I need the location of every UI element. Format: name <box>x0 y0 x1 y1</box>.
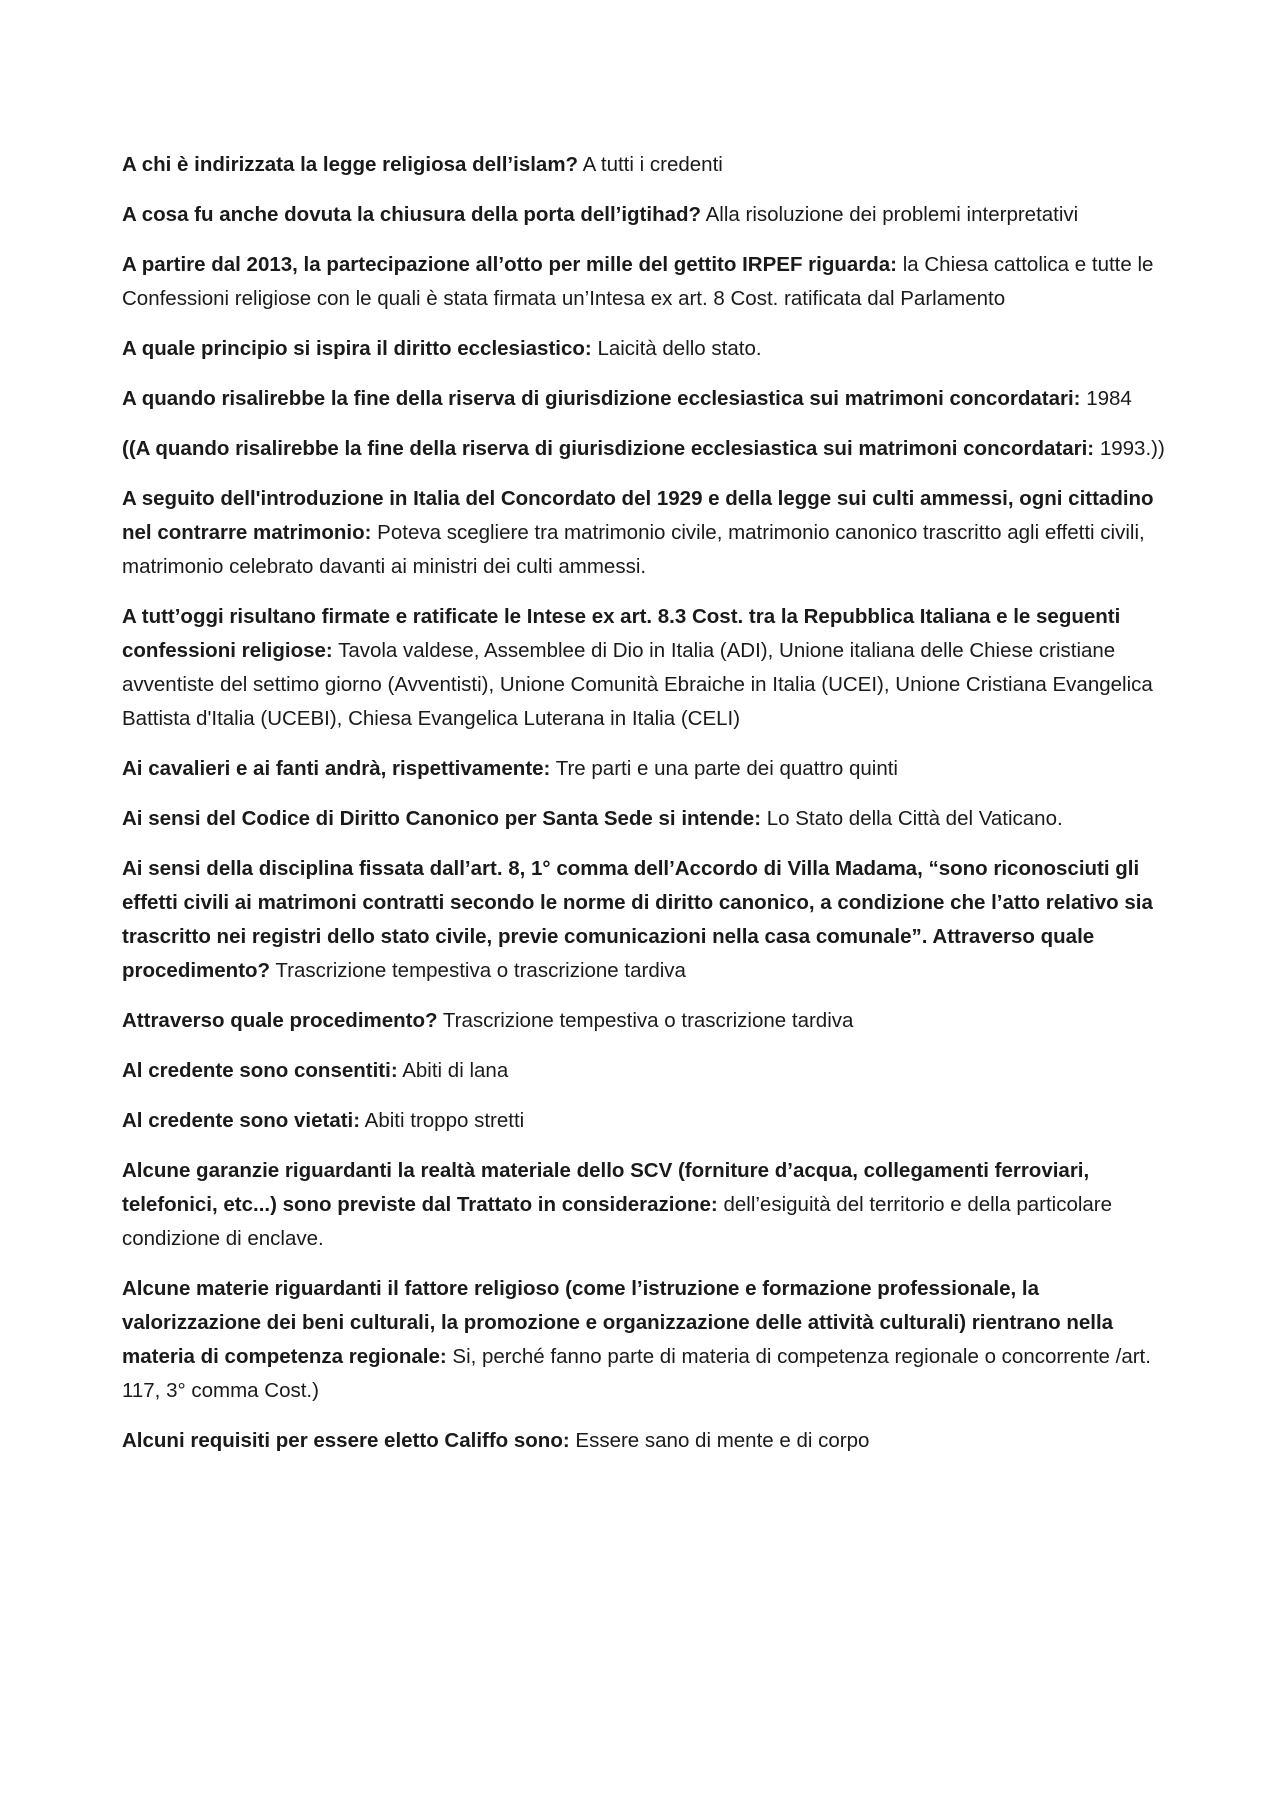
qa-entry-3 <box>122 248 1172 316</box>
answer: Abiti troppo stretti <box>364 1109 525 1132</box>
qa-entry-8 <box>122 600 1172 736</box>
question: A quando risalirebbe la fine della riserva di giurisdizione ecclesiastica sui matrimoni concordatari: <box>122 387 1081 410</box>
answer: la Chiesa cattolica e tutte le Confessioni religiose con le quali è stata firmata un’Intesa ex art. 8 Cost. ratificata dal Parlamento <box>122 253 1154 310</box>
qa-entry-17 <box>122 1424 1172 1458</box>
question: A partire dal 2013, la partecipazione all’otto per mille del gettito IRPEF riguarda: <box>122 253 898 276</box>
question: A cosa fu anche dovuta la chiusura della porta dell’igtihad? <box>122 203 702 226</box>
qa-entry-15 <box>122 1154 1172 1256</box>
question: A tutt’oggi risultano firmate e ratificate le Intese ex art. 8.3 Cost. tra la Repubblica Italiana e le seguenti confessioni religiose: <box>122 605 1121 662</box>
question: A quale principio si ispira il diritto ecclesiastico: <box>122 337 592 360</box>
answer: dell’esiguità del territorio e della particolare condizione di enclave. <box>122 1193 1113 1250</box>
question: Ai cavalieri e ai fanti andrà, rispettivamente: <box>122 757 551 780</box>
answer: Trascrizione tempestiva o trascrizione tardiva <box>442 1009 854 1032</box>
answer: Laicità dello stato. <box>597 337 762 360</box>
answer: 1993.)) <box>1099 437 1165 460</box>
qa-entry-11 <box>122 852 1172 988</box>
qa-entry-5 <box>122 382 1172 416</box>
answer: Tavola valdese, Assemblee di Dio in Italia (ADI), Unione italiana delle Chiese cristiane avventiste del settimo giorno (Avventisti), Unione Comunità Ebraiche in Italia (UCEI), Unione Cristiana Evangelica Battista d'Italia (UCEBI), Chiesa Evangelica Luterana in Italia (CELI) <box>122 639 1153 730</box>
question: Al credente sono vietati: <box>122 1109 361 1132</box>
question: Alcune garanzie riguardanti la realtà materiale dello SCV (forniture d’acqua, collegamenti ferroviari, telefonici, etc...) sono previste dal Trattato in considerazione: <box>122 1159 1090 1216</box>
answer: Lo Stato della Città del Vaticano. <box>766 807 1063 830</box>
question: A chi è indirizzata la legge religiosa dell’islam? <box>122 153 579 176</box>
question: Alcuni requisiti per essere eletto Califfo sono: <box>122 1429 570 1452</box>
qa-entry-14 <box>122 1104 1172 1138</box>
answer: Abiti di lana <box>402 1059 509 1082</box>
answer: Si, perché fanno parte di materia di competenza regionale o concorrente /art. 117, 3° comma Cost.) <box>122 1345 1151 1402</box>
answer: Trascrizione tempestiva o trascrizione tardiva <box>275 959 686 982</box>
answer: Tre parti e una parte dei quattro quinti <box>555 757 898 780</box>
question: Alcune materie riguardanti il fattore religioso (come l’istruzione e formazione professionale, la valorizzazione dei beni culturali, la promozione e organizzazione delle attività culturali) rientrano nella materia di competenza regionale: <box>122 1277 1114 1368</box>
question: Ai sensi della disciplina fissata dall’art. 8, 1° comma dell’Accordo di Villa Madama, “sono riconosciuti gli effetti civili ai matrimoni contratti secondo le norme di diritto canonico, a condizione che l’atto relativo sia trascritto nei registri dello stato civile, previe comunicazioni nella casa comunale”. Attraverso quale procedimento? <box>122 857 1153 982</box>
qa-entry-6 <box>122 432 1172 466</box>
question: Al credente sono consentiti: <box>122 1059 398 1082</box>
question: A seguito dell'introduzione in Italia del Concordato del 1929 e della legge sui culti ammessi, ogni cittadino nel contrarre matrimonio: <box>122 487 1154 544</box>
answer: Essere sano di mente e di corpo <box>575 1429 870 1452</box>
qa-entry-13 <box>122 1054 1172 1088</box>
question: Attraverso quale procedimento? <box>122 1009 438 1032</box>
qa-entry-1 <box>122 148 1172 182</box>
answer: Poteva scegliere tra matrimonio civile, matrimonio canonico trascritto agli effetti civili, matrimonio celebrato davanti ai ministri dei culti ammessi. <box>122 521 1145 578</box>
qa-entry-9 <box>122 752 1172 786</box>
document-page <box>122 148 1172 1474</box>
qa-entry-10 <box>122 802 1172 836</box>
answer: 1984 <box>1086 387 1132 410</box>
qa-entry-7 <box>122 482 1172 584</box>
answer: A tutti i credenti <box>582 153 723 176</box>
qa-entry-12 <box>122 1004 1172 1038</box>
qa-entry-2 <box>122 198 1172 232</box>
question: ((A quando risalirebbe la fine della riserva di giurisdizione ecclesiastica sui matrimoni concordatari: <box>122 437 1095 460</box>
qa-entry-16 <box>122 1272 1172 1408</box>
qa-entry-4 <box>122 332 1172 366</box>
answer: Alla risoluzione dei problemi interpretativi <box>705 203 1079 226</box>
question: Ai sensi del Codice di Diritto Canonico per Santa Sede si intende: <box>122 807 762 830</box>
